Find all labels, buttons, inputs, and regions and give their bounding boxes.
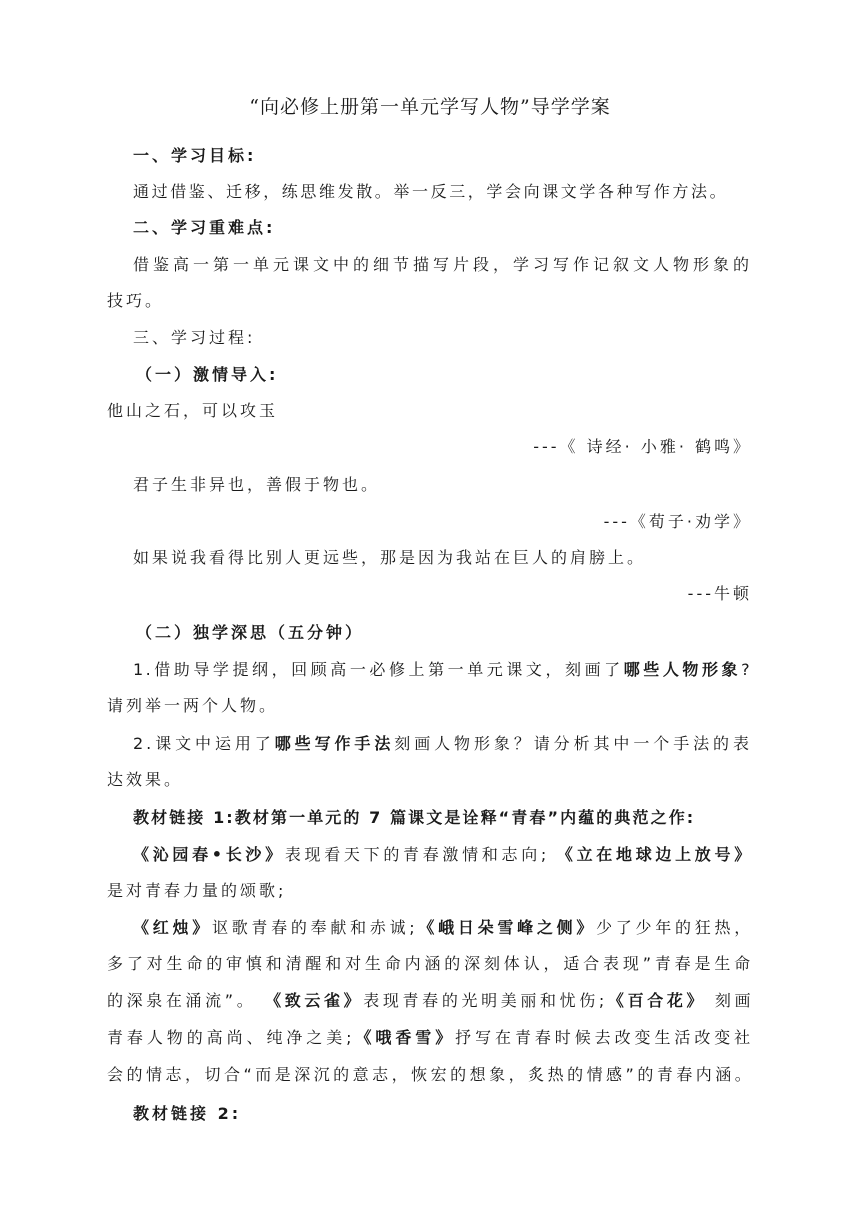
section-3-heading: 三、学习过程: bbox=[133, 328, 256, 347]
link-1-line-2: 是对青春力量的颂歌; bbox=[107, 881, 287, 900]
item-2-line-1 bbox=[133, 733, 752, 755]
link-1-text: 少了少年的狂热， bbox=[596, 918, 753, 937]
link-1-text: 的深泉在涌流”。 bbox=[107, 991, 257, 1010]
item-1-question-mark: ? bbox=[741, 660, 752, 679]
title-baihehua: 《百合花》 bbox=[605, 991, 707, 1010]
section-2-text-line-2: 技巧。 bbox=[107, 291, 165, 310]
textbook-link-1-heading: 教材链接 1:教材第一单元的 7 篇课文是诠释“青春”内蕴的典范之作: bbox=[133, 808, 696, 827]
title-oxiangxue: 《哦香雪》 bbox=[353, 1028, 456, 1047]
quote-2: 君子生非异也，善假于物也。 bbox=[133, 475, 381, 494]
quote-3-source: ---牛顿 bbox=[687, 584, 752, 603]
quote-1-source: ---《 诗经· 小雅· 鹤鸣》 bbox=[533, 437, 752, 456]
title-qinyuanchun: 《沁园春•长沙》 bbox=[133, 845, 285, 864]
quote-3: 如果说我看得比别人更远些，那是因为我站在巨人的肩膀上。 bbox=[133, 548, 647, 567]
title-zhiyunque: 《致云雀》 bbox=[265, 991, 364, 1010]
item-2-text-cont: 刻画人物形象？请分析其中一个手法的表 bbox=[394, 734, 752, 753]
item-1-text: 1.借助导学提纲，回顾高一必修上第一单元课文，刻画了 bbox=[133, 660, 624, 679]
link-1-text: 刻画 bbox=[714, 991, 752, 1010]
link-1-line-7: 会的情志，切合“而是深沉的意志，恢宏的想象，炙热的情感”的青春内涵。 bbox=[107, 1065, 752, 1084]
title-lizaidiqiu: 《立在地球边上放号》 bbox=[556, 845, 752, 864]
title-eriduo: 《峨日朵雪峰之侧》 bbox=[416, 918, 597, 937]
item-1-line-2: 请列举一两个人物。 bbox=[107, 696, 279, 715]
part-2-heading: （二）独学深思（五分钟） bbox=[136, 623, 365, 642]
link-1-text: 表现看天下的青春激情和志向; bbox=[284, 845, 549, 864]
item-1-line-1 bbox=[133, 659, 752, 681]
title-hongzhu: 《红烛》 bbox=[133, 918, 212, 937]
part-1-heading: （一）激情导入: bbox=[136, 365, 279, 384]
link-1-text: 讴歌青春的奉献和赤诚; bbox=[211, 918, 417, 937]
link-1-line-6 bbox=[107, 1027, 752, 1049]
link-1-text: 抒写在青春时候去改变生活改变社 bbox=[455, 1028, 752, 1047]
link-1-line-1 bbox=[133, 844, 752, 866]
item-2-line-2: 达效果。 bbox=[107, 770, 184, 789]
item-2-text: 2.课文中运用了 bbox=[133, 734, 275, 753]
quote-2-source: ---《荀子·劝学》 bbox=[603, 512, 752, 531]
section-1-text: 通过借鉴、迁移，练思维发散。举一反三，学会向课文学各种写作方法。 bbox=[133, 182, 729, 201]
link-1-text: 青春人物的高尚、纯净之美; bbox=[107, 1028, 354, 1047]
link-1-line-4: 多了对生命的审慎和清醒和对生命内涵的深刻体认，适合表现”青春是生命 bbox=[107, 954, 752, 973]
link-1-line-5 bbox=[107, 990, 752, 1012]
item-1-emphasis: 哪些人物形象 bbox=[623, 660, 742, 679]
link-1-text: 表现青春的光明美丽和忧伤; bbox=[363, 991, 606, 1010]
link-1-line-3 bbox=[133, 917, 752, 939]
page-title: “向必修上册第一单元学写人物”导学学案 bbox=[249, 96, 611, 118]
textbook-link-2-heading: 教材链接 2: bbox=[133, 1104, 242, 1123]
section-1-heading: 一、学习目标: bbox=[133, 146, 257, 165]
section-2-text-line-1: 借鉴高一第一单元课文中的细节描写片段，学习写作记叙文人物形象的 bbox=[133, 255, 752, 274]
section-2-heading: 二、学习重难点: bbox=[133, 218, 276, 237]
quote-1: 他山之石，可以攻玉 bbox=[107, 401, 279, 420]
item-2-emphasis: 哪些写作手法 bbox=[274, 734, 395, 753]
